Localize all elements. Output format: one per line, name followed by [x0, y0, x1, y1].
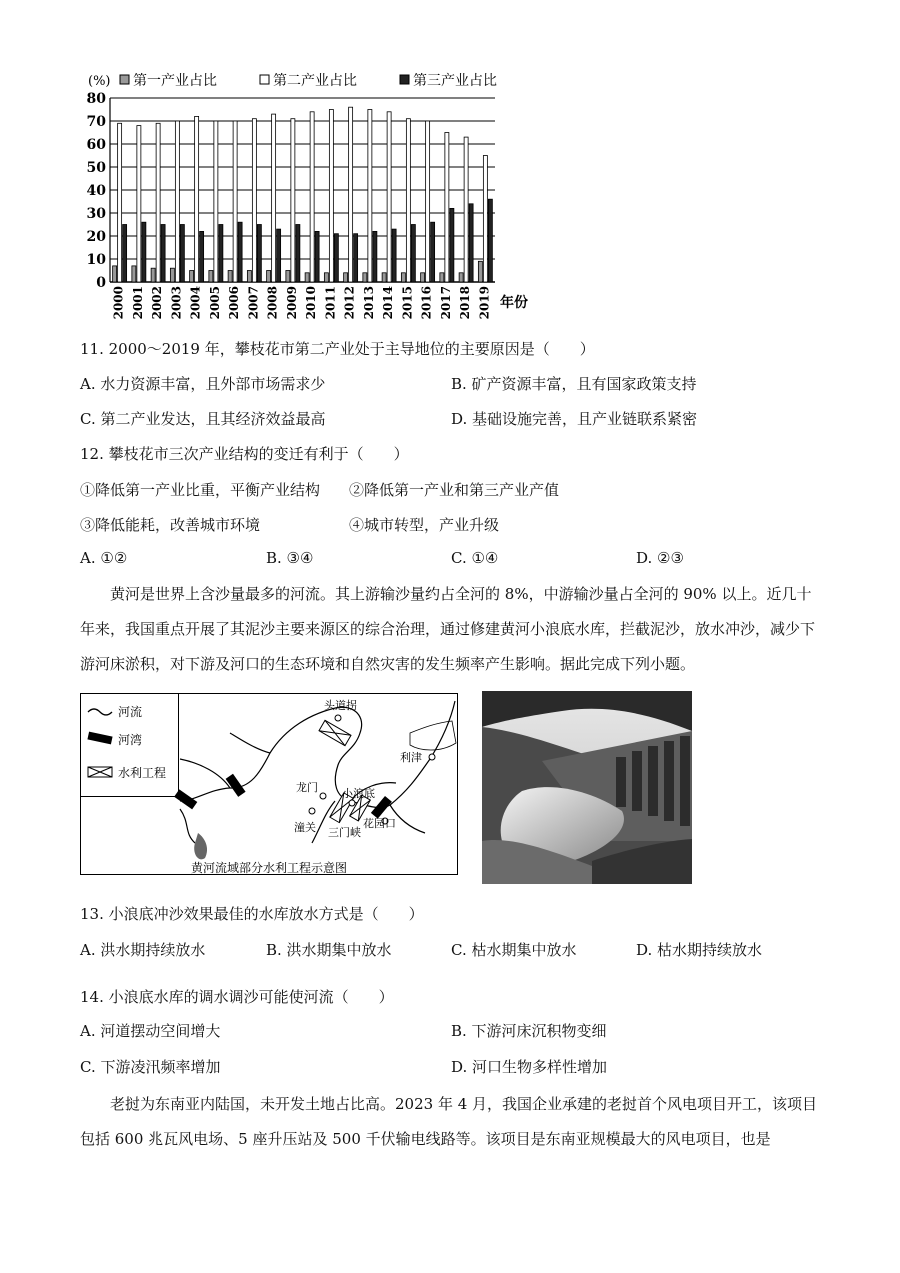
bar-3-2007: [257, 225, 261, 283]
y-tick-label: 0: [96, 275, 106, 291]
q11-option-a[interactable]: A. 水力资源丰富，且外部市场需求少: [80, 375, 326, 393]
label-longmen: 龙门: [296, 781, 318, 794]
bar-2-2012: [349, 107, 353, 282]
label-huayuankou: 花园口: [363, 817, 396, 830]
legend-label-primary: 第一产业占比: [133, 73, 217, 89]
bar-2-2007: [252, 119, 256, 282]
x-tick-label: 2004: [188, 286, 203, 320]
q14-option-c[interactable]: C. 下游凌汛频率增加: [80, 1058, 221, 1076]
bar-1-2002: [151, 268, 155, 282]
bar-3-2003: [180, 225, 184, 283]
q13-option-d[interactable]: D. 枯水期持续放水: [636, 941, 763, 959]
bar-3-2014: [392, 229, 396, 282]
x-tick-label: 2001: [130, 286, 145, 320]
bar-2-2001: [137, 126, 141, 282]
x-tick-label: 2005: [207, 286, 222, 320]
bar-3-2016: [431, 222, 435, 282]
bar-1-2004: [190, 271, 194, 283]
bar-1-2018: [459, 273, 463, 282]
xiaolangdi-dam-photo: [482, 691, 692, 884]
bar-3-2013: [373, 231, 377, 282]
q12-option-a[interactable]: A. ①②: [80, 549, 128, 567]
q12-statement-4: ④城市转型，产业升级: [349, 516, 500, 534]
bar-1-2016: [421, 273, 425, 282]
bar-1-2019: [478, 261, 482, 282]
q12-option-d[interactable]: D. ②③: [636, 549, 684, 567]
x-tick-label: 2017: [438, 286, 453, 320]
q13-option-a[interactable]: A. 洪水期持续放水: [80, 941, 206, 959]
x-tick-label: 2013: [361, 286, 376, 320]
bar-2-2013: [368, 110, 372, 283]
bar-3-2009: [296, 225, 300, 283]
x-axis-label: 年份: [500, 295, 528, 311]
bar-1-2015: [401, 273, 405, 282]
bar-2-2017: [445, 133, 449, 283]
x-tick-label: 2015: [400, 286, 415, 320]
bar-3-2005: [219, 225, 223, 283]
bar-2-2003: [175, 121, 179, 282]
bar-3-2012: [354, 234, 358, 282]
x-tick-label: 2014: [381, 286, 396, 320]
bar-2-2006: [233, 121, 237, 282]
legend-project-label: 水利工程: [118, 766, 167, 780]
q12-option-b[interactable]: B. ③④: [266, 549, 314, 567]
q14-option-d[interactable]: D. 河口生物多样性增加: [451, 1058, 608, 1076]
q13-option-b[interactable]: B. 洪水期集中放水: [266, 941, 392, 959]
bar-3-2000: [123, 225, 127, 283]
bar-3-2011: [334, 234, 338, 282]
y-tick-label: 50: [86, 160, 106, 176]
station-longmen: [320, 793, 326, 799]
bar-3-2017: [450, 208, 454, 282]
station-xiaolangdi: [349, 800, 355, 806]
legend-label-tertiary: 第三产业占比: [413, 73, 497, 89]
bar-3-2002: [161, 225, 165, 283]
y-tick-label: 30: [86, 206, 106, 222]
x-tick-label: 2012: [342, 286, 357, 320]
bar-2-2014: [387, 112, 391, 282]
x-tick-label: 2019: [477, 286, 492, 320]
bar-2-2005: [214, 121, 218, 282]
bar-3-2006: [238, 222, 242, 282]
map-legend: [81, 694, 179, 797]
bar-3-2015: [411, 225, 415, 283]
x-tick-label: 2006: [227, 286, 242, 320]
bar-1-2017: [440, 273, 444, 282]
legend-swatch-primary: [120, 75, 129, 84]
bar-2-2018: [464, 137, 468, 282]
x-tick-label: 2000: [111, 286, 126, 320]
chart-legend: [88, 72, 497, 89]
y-tick-label: 40: [86, 183, 106, 199]
x-tick-label: 2011: [323, 286, 338, 320]
label-tongguan: 潼关: [294, 821, 316, 834]
bar-2-2008: [272, 114, 276, 282]
x-tick-label: 2003: [169, 286, 184, 320]
bar-1-2012: [344, 273, 348, 282]
bar-2-2009: [291, 119, 295, 282]
y-unit-label: (%): [88, 74, 111, 89]
bar-1-2006: [228, 271, 232, 283]
station-toudaoguai: [335, 715, 341, 721]
q11-stem: 11. 2000～2019 年，攀枝花市第二产业处于主导地位的主要原因是（ ）: [80, 340, 595, 358]
label-lijin: 利津: [400, 751, 422, 764]
q11-option-b[interactable]: B. 矿产资源丰富，且有国家政策支持: [451, 375, 697, 393]
bar-1-2000: [113, 266, 117, 282]
y-tick-label: 60: [86, 137, 106, 153]
x-tick-label: 2018: [458, 286, 473, 320]
station-lijin: [429, 754, 435, 760]
legend-river-label: 河流: [118, 705, 143, 719]
bar-3-2019: [488, 199, 492, 282]
q12-statement-1: ①降低第一产业比重，平衡产业结构: [80, 481, 321, 499]
q12-stem: 12. 攀枝花市三次产业结构的变迁有利于（ ）: [80, 445, 409, 463]
bar-1-2007: [247, 271, 251, 283]
map-caption: 黄河流域部分水利工程示意图: [190, 861, 348, 875]
bar-3-2018: [469, 204, 473, 282]
legend-label-secondary: 第二产业占比: [273, 73, 357, 89]
x-tick-label: 2010: [304, 286, 319, 320]
legend-swatch-secondary: [260, 75, 269, 84]
yellow-river-passage: 黄河是世界上含沙量最多的河流。其上游输沙量约占全河的 8%，中游输沙量占全河的 90% 以上。近几十年来，我国重点开展了其泥沙主要来源区的综合治理，通过修建黄河小浪底水库，拦截泥沙，放水冲沙，减少下游河床淤积，对下游及河口的生态环境和自然灾害的发生频率产生影响。据此完成下列小题。: [80, 585, 816, 673]
industry-share-bar-chart: [80, 66, 540, 328]
bar-2-2004: [195, 116, 199, 282]
bar-2-2011: [329, 110, 333, 283]
q11-option-c[interactable]: C. 第二产业发达，且其经济效益最高: [80, 410, 326, 428]
plot-area: [87, 91, 495, 319]
q13-option-c[interactable]: C. 枯水期集中放水: [451, 941, 577, 959]
bar-2-2000: [118, 123, 122, 282]
bar-2-2016: [426, 121, 430, 282]
label-xiaolangdi: 小浪底: [342, 787, 375, 800]
q13-stem: 13. 小浪底冲沙效果最佳的水库放水方式是（ ）: [80, 905, 424, 923]
bar-1-2003: [170, 268, 174, 282]
q12-statement-2: ②降低第一产业和第三产业产值: [349, 481, 560, 499]
q14-option-a[interactable]: A. 河道摆动空间增大: [80, 1022, 221, 1040]
q14-option-b[interactable]: B. 下游河床沉积物变细: [451, 1022, 607, 1040]
bar-1-2014: [382, 273, 386, 282]
bar-3-2001: [142, 222, 146, 282]
x-tick-label: 2008: [265, 286, 280, 320]
q11-option-d[interactable]: D. 基础设施完善，且产业链联系紧密: [451, 410, 698, 428]
label-toudaoguai: 头道拐: [324, 699, 357, 712]
bar-2-2010: [310, 112, 314, 282]
bar-3-2008: [277, 229, 281, 282]
x-tick-label: 2009: [284, 286, 299, 320]
x-tick-label: 2016: [419, 286, 434, 320]
bar-1-2001: [132, 266, 136, 282]
legend-swatch-tertiary: [400, 75, 409, 84]
y-tick-label: 10: [86, 252, 106, 268]
y-tick-label: 80: [86, 91, 106, 107]
y-tick-label: 70: [86, 114, 106, 130]
bar-1-2005: [209, 271, 213, 283]
station-tongguan: [309, 808, 315, 814]
yellow-river-map: [80, 693, 458, 875]
x-tick-label: 2002: [150, 286, 165, 320]
bar-1-2009: [286, 271, 290, 283]
legend-bend-label: 河湾: [118, 733, 143, 747]
q12-statement-3: ③降低能耗，改善城市环境: [80, 516, 261, 534]
bar-3-2010: [315, 231, 319, 282]
bar-2-2002: [156, 123, 160, 282]
bar-1-2010: [305, 273, 309, 282]
bar-2-2019: [483, 156, 487, 283]
q14-stem: 14. 小浪底水库的调水调沙可能使河流（ ）: [80, 988, 394, 1006]
bar-2-2015: [406, 119, 410, 282]
y-tick-label: 20: [86, 229, 106, 245]
label-sanmenxia: 三门峡: [328, 826, 361, 839]
bar-1-2011: [324, 273, 328, 282]
bar-3-2004: [200, 231, 204, 282]
bar-1-2013: [363, 273, 367, 282]
bar-1-2008: [267, 271, 271, 283]
x-tick-label: 2007: [246, 286, 261, 320]
laos-wind-passage: 老挝为东南亚内陆国，未开发土地占比高。2023 年 4 月，我国企业承建的老挝首个风电项目开工，该项目包括 600 兆瓦风电场、5 座升压站及 500 千伏输电线路等。该项目是东南亚规模最大的风电项目，也是: [80, 1095, 818, 1148]
q12-option-c[interactable]: C. ①④: [451, 549, 499, 567]
